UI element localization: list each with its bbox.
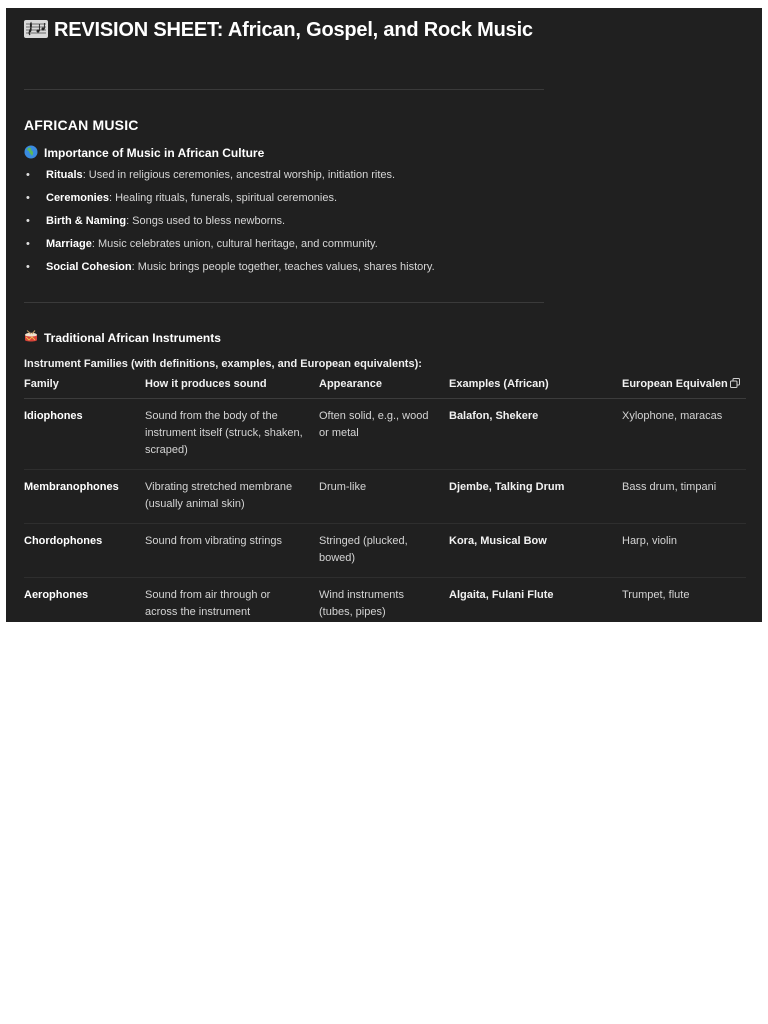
instrument-families-table: [24, 378, 746, 622]
example-2: Musical Bow: [480, 535, 547, 547]
divider: [24, 89, 544, 90]
list-item: • Marriage: Music celebrates union, cultural heritage, and community.: [26, 238, 378, 250]
cell-european: Bass drum, timpani: [622, 470, 746, 524]
musical-score-icon: [24, 20, 48, 38]
importance-list: [24, 166, 435, 281]
example-separator: ,: [489, 410, 496, 422]
item-text: : Healing rituals, funerals, spiritual ceremonies.: [108, 192, 338, 204]
table-header-row: [24, 378, 746, 399]
item-term: Rituals: [46, 169, 83, 181]
item-term: Ceremonies: [46, 192, 109, 204]
cell-appearance: Drum-like: [319, 470, 449, 524]
drum-icon: [24, 330, 38, 344]
item-text: : Songs used to bless newborns.: [126, 215, 286, 227]
example-1: Balafon: [449, 410, 490, 422]
cell-examples: [449, 470, 622, 524]
example-1: Kora: [449, 535, 475, 547]
cell-how: Vibrating stretched membrane (usually animal skin): [145, 470, 319, 524]
cell-examples: [449, 524, 622, 578]
table-row: [24, 470, 746, 524]
item-term: Birth & Naming: [46, 215, 127, 227]
importance-heading-text: Importance of Music in African Culture: [44, 146, 265, 160]
cell-how: Sound from vibrating strings: [145, 524, 319, 578]
copy-icon[interactable]: [730, 378, 740, 388]
example-1: Djembe: [449, 481, 489, 493]
page-title: [24, 19, 544, 41]
list-item: • Ceremonies: Healing rituals, funerals, spiritual ceremonies.: [26, 192, 338, 204]
table-row: [24, 399, 746, 470]
column-header-how: How it produces sound: [145, 378, 319, 399]
column-header-family: Family: [24, 378, 145, 399]
list-item: • Birth & Naming: Songs used to bless newborns.: [26, 215, 286, 227]
cell-how: Sound from air through or across the instrument: [145, 589, 271, 618]
cell-examples: [449, 578, 622, 623]
cell-examples: [449, 399, 622, 470]
table-intro: Instrument Families (with definitions, examples, and European equivalents):: [24, 358, 422, 370]
item-text: : Music celebrates union, cultural heritage, and community.: [91, 238, 378, 250]
example-separator: ,: [474, 535, 481, 547]
example-separator: ,: [485, 589, 492, 601]
example-2: Fulani Flute: [491, 589, 554, 601]
column-header-european: [622, 378, 746, 399]
table-row: [24, 524, 746, 578]
cell-family: Membranophones: [24, 470, 145, 524]
item-term: Social Cohesion: [46, 261, 132, 273]
example-2: Shekere: [495, 410, 539, 422]
example-1: Algaita: [449, 589, 486, 601]
cell-family: Aerophones: [24, 589, 89, 601]
cell-family: Chordophones: [24, 524, 145, 578]
cell-appearance: Stringed (plucked, bowed): [319, 524, 449, 578]
cell-family: Idiophones: [24, 399, 145, 470]
cell-how: Sound from the body of the instrument itself (struck, shaken, scraped): [145, 399, 319, 470]
page-title-text: REVISION SHEET: African, Gospel, and Rock Music: [54, 19, 533, 41]
cell-european: Harp, violin: [622, 524, 746, 578]
list-item: • Rituals: Used in religious ceremonies, ancestral worship, initiation rites.: [26, 169, 396, 181]
example-separator: ,: [488, 481, 495, 493]
item-term: Marriage: [46, 238, 92, 250]
section-heading: AFRICAN MUSIC: [24, 117, 139, 133]
instruments-heading: [24, 330, 221, 345]
instruments-heading-text: Traditional African Instruments: [44, 331, 221, 345]
cell-european: Trumpet, flute: [622, 589, 690, 601]
globe-africa-icon: [24, 145, 38, 159]
list-item: • Social Cohesion: Music brings people together, teaches values, shares history.: [26, 261, 435, 273]
example-2: Talking Drum: [494, 481, 565, 493]
table-row: [24, 578, 746, 623]
cell-european: Xylophone, maracas: [622, 399, 746, 470]
column-header-examples: Examples (African): [449, 378, 622, 399]
importance-heading: [24, 145, 264, 160]
item-text: : Used in religious ceremonies, ancestral worship, initiation rites.: [82, 169, 396, 181]
column-header-european-text: European Equivalen: [622, 378, 728, 390]
cell-appearance: Often solid, e.g., wood or metal: [319, 399, 449, 470]
cell-appearance: Wind instruments (tubes, pipes): [319, 589, 404, 618]
column-header-appearance: Appearance: [319, 378, 449, 399]
divider: [24, 302, 544, 303]
document-panel: [6, 8, 762, 622]
item-text: : Music brings people together, teaches values, shares history.: [131, 261, 435, 273]
